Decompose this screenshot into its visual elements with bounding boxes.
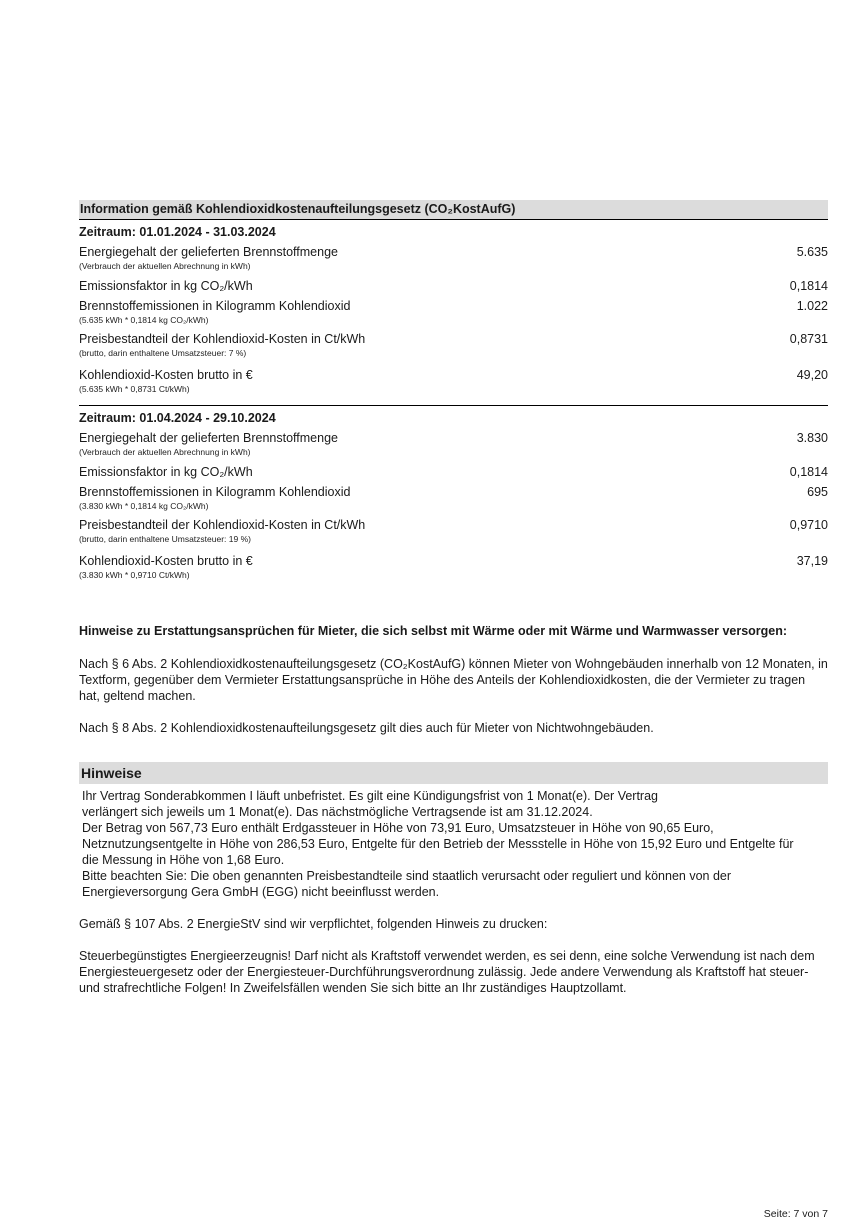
emissions-value: 1.022 <box>796 299 828 313</box>
price-row <box>79 518 828 545</box>
emissions-sub: (5.635 kWh * 0,1814 kg CO₂/kWh) <box>79 315 209 325</box>
cost-value: 37,19 <box>796 554 828 568</box>
emissions-row <box>79 299 828 326</box>
tenant-notice-paragraph: Nach § 8 Abs. 2 Kohlendioxidkostenaufteilungsgesetz gilt dies auch für Mieter von Nichtwohngebäuden. <box>79 721 654 735</box>
cost-value: 49,20 <box>796 368 828 382</box>
page-number: Seite: 7 von 7 <box>763 1208 828 1220</box>
energy-row <box>79 431 828 458</box>
co2-info-title: Information gemäß Kohlendioxidkostenaufteilungsgesetz (CO₂KostAufG) <box>79 200 828 220</box>
tenant-notice-paragraph: Nach § 6 Abs. 2 Kohlendioxidkostenaufteilungsgesetz (CO₂KostAufG) können Mieter von Wohngebäuden innerhalb von 12 Monaten, in Textform, gegenüber dem Vermieter Erstattungsansprüche in Höhe des Anteils der Kohlendioxidkosten, die der Vermieter zu tragen hat, geltend machen. <box>79 657 828 703</box>
energy-sub: (Verbrauch der aktuellen Abrechnung in kWh) <box>79 261 251 271</box>
emissions-value: 695 <box>807 485 828 499</box>
price-row <box>79 332 828 359</box>
price-label: Preisbestandteil der Kohlendioxid-Kosten in Ct/kWh <box>79 518 366 532</box>
hinweise-line: verlängert sich jeweils um 1 Monat(e). Das nächstmögliche Vertragsende ist am 31.12.2024. <box>82 805 593 819</box>
emissions-sub: (3.830 kWh * 0,1814 kg CO₂/kWh) <box>79 501 209 511</box>
hinweise-title: Hinweise <box>79 762 828 784</box>
hinweise-line: Ihr Vertrag Sonderabkommen I läuft unbefristet. Es gilt eine Kündigungsfrist von 1 Monat(e). Der Vertrag <box>82 789 658 803</box>
factor-label: Emissionsfaktor in kg CO₂/kWh <box>79 279 253 293</box>
period-block <box>79 411 828 581</box>
tenant-notice-section <box>79 624 828 736</box>
hinweise-line: Der Betrag von 567,73 Euro enthält Erdgassteuer in Höhe von 73,91 Euro, Umsatzsteuer in Höhe von 90,65 Euro, <box>82 821 714 835</box>
period-block <box>79 225 828 395</box>
energy-label: Energiegehalt der gelieferten Brennstoffmenge <box>79 431 338 445</box>
period-divider <box>79 405 828 406</box>
factor-label: Emissionsfaktor in kg CO₂/kWh <box>79 465 253 479</box>
co2-info-section <box>79 200 828 581</box>
energy-label: Energiegehalt der gelieferten Brennstoffmenge <box>79 245 338 259</box>
energy-sub: (Verbrauch der aktuellen Abrechnung in kWh) <box>79 447 251 457</box>
emissions-label: Brennstoffemissionen in Kilogramm Kohlendioxid <box>79 485 351 499</box>
tax-notice: Steuerbegünstigtes Energieerzeugnis! Darf nicht als Kraftstoff verwendet werden, es sei denn, eine solche Verwendung ist nach dem Energiesteuergesetz oder der Energiesteuer-Durchführungsverordnung zulässig. Jede andere Verwendung als Kraftstoff hat steuer- und strafrechtliche Folgen! In Zweifelsfällen wenden Sie sich bitte an Ihr zuständiges Hauptzollamt. <box>79 949 815 995</box>
energiestv-notice: Gemäß § 107 Abs. 2 EnergieStV sind wir verpflichtet, folgenden Hinweis zu drucken: <box>79 917 548 931</box>
energy-value: 5.635 <box>796 245 828 259</box>
energy-row <box>79 245 828 272</box>
hinweise-line: Bitte beachten Sie: Die oben genannten Preisbestandteile sind staatlich verursacht oder reguliert und können von der <box>82 869 732 883</box>
cost-sub: (5.635 kWh * 0,8731 Ct/kWh) <box>79 384 190 394</box>
hinweise-section <box>79 762 828 996</box>
cost-label: Kohlendioxid-Kosten brutto in € <box>79 368 253 382</box>
cost-label: Kohlendioxid-Kosten brutto in € <box>79 554 253 568</box>
price-sub: (brutto, darin enthaltene Umsatzsteuer: 7 %) <box>79 348 247 358</box>
factor-row <box>79 279 828 294</box>
hinweise-body <box>79 788 828 900</box>
price-value: 0,9710 <box>789 518 828 532</box>
factor-row <box>79 465 828 480</box>
energy-value: 3.830 <box>796 431 828 445</box>
price-label: Preisbestandteil der Kohlendioxid-Kosten in Ct/kWh <box>79 332 366 346</box>
emissions-label: Brennstoffemissionen in Kilogramm Kohlendioxid <box>79 299 351 313</box>
period-label: Zeitraum: 01.01.2024 - 31.03.2024 <box>79 225 276 239</box>
cost-sub: (3.830 kWh * 0,9710 Ct/kWh) <box>79 570 190 580</box>
hinweise-line: Netznutzungsentgelte in Höhe von 286,53 Euro, Entgelte für den Betrieb der Messstelle in Höhe von 15,92 Euro und Entgelte für <box>82 837 794 851</box>
factor-value: 0,1814 <box>789 465 828 479</box>
period-label: Zeitraum: 01.04.2024 - 29.10.2024 <box>79 411 276 425</box>
tenant-notice-title: Hinweise zu Erstattungsansprüchen für Mieter, die sich selbst mit Wärme oder mit Wärme und Warmwasser versorgen: <box>79 624 788 638</box>
cost-row <box>79 554 828 581</box>
factor-value: 0,1814 <box>789 279 828 293</box>
price-value: 0,8731 <box>789 332 828 346</box>
hinweise-line: Energieversorgung Gera GmbH (EGG) nicht beeinflusst werden. <box>82 885 440 899</box>
hinweise-line: die Messung in Höhe von 1,68 Euro. <box>82 853 285 867</box>
price-sub: (brutto, darin enthaltene Umsatzsteuer: 19 %) <box>79 534 251 544</box>
cost-row <box>79 368 828 395</box>
emissions-row <box>79 485 828 512</box>
